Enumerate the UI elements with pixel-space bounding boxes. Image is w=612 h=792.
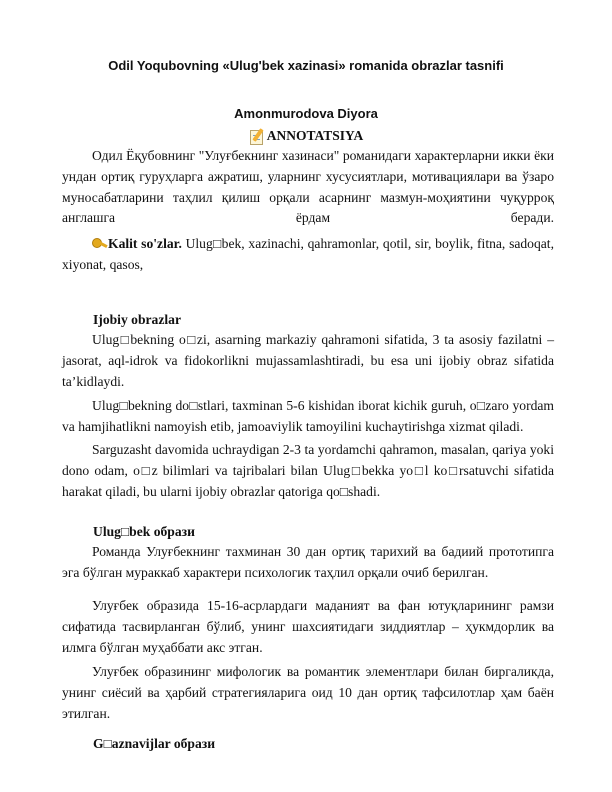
author-name: Amonmurodova Diyora xyxy=(234,106,378,121)
keywords-label: Kalit so'zlar. xyxy=(108,236,182,251)
section-heading-gaznavijlar: G□aznavijlar образи xyxy=(93,736,216,751)
section2-paragraph-2: Улуғбек образида 15-16-асрлардаги маданият ва фан ютуқларининг рамзи сифатида тасвирланган бўлиб, унинг шахсиятидаги зиддиятлар – ҳукмдорлик ва илмга бўлган муҳаббати акс этган. xyxy=(62,598,554,655)
annotation-text: Одил Ёқубовнинг "Улуғбекнинг хазинаси" романидаги характерларни икки ёки ундан ортиқ гуруҳларга ажратиш, уларнинг хусусиятлари, мотивациялари ва ўзаро муносабатларини таҳлил қилиш орқали асарнинг мазмун-моҳиятини чуқурроқ англашга ёрдам беради. xyxy=(62,148,554,226)
annotation-heading-label: ANNOTATSIYA xyxy=(266,128,364,143)
keywords-paragraph xyxy=(62,234,554,276)
section-heading-ulugbek: Ulug□bek образи xyxy=(93,524,195,539)
section2-paragraph-3: Улуғбек образининг мифологик ва романтик элементлари билан биргаликда, унинг сиёсий ва ҳарбий стратегияларига оид 10 дан ортиқ тафсилотлар ҳам баён этилган. xyxy=(62,664,554,721)
keywords-text: Ulug□bek, xazinachi, qahramonlar, qotil, sir, boylik, fitna, sadoqat, xiyonat, qasos, xyxy=(62,236,554,272)
section1-paragraph-1: Ulug□bekning o□zi, asarning markaziy qahramoni sifatida, 3 ta asosiy fazilatni – jasorat, aql-idrok va fidokorlikni mujassamlashtiradi, bu esa uni ijobiy obraz sifatida ta’kidlaydi. xyxy=(62,332,554,389)
section1-paragraph-3: Sarguzasht davomida uchraydigan 2-3 ta yordamchi qahramon, masalan, qariya yoki dono odam, o□z bilimlari va tajribalari bilan Ulug□bekka yo□l ko□rsatuvchi sifatida harakat qiladi, bu ularni ijobiy obrazlar qatoriga qo□shadi. xyxy=(62,442,554,499)
section-heading-ijobiy: Ijobiy obrazlar xyxy=(93,312,181,327)
article-title: Odil Yoqubovning «Ulug'bek xazinasi» romanida obrazlar tasnifi xyxy=(108,58,504,73)
memo-icon xyxy=(249,128,265,144)
section2-paragraph-1: Романда Улуғбекнинг тахминан 30 дан ортиқ тарихий ва бадиий прототипга эга бўлган мураккаб характери психологик таҳлил орқали очиб берилган. xyxy=(62,544,554,580)
key-icon xyxy=(92,237,108,249)
annotation-heading xyxy=(0,128,612,144)
section1-paragraph-2: Ulug□bekning do□stlari, taxminan 5-6 kishidan iborat kichik guruh, o□zaro yordam va hamjihatlikni namoyish etib, jamoaviylik tamoyilini kuchaytirishga xizmat qiladi. xyxy=(62,398,554,434)
